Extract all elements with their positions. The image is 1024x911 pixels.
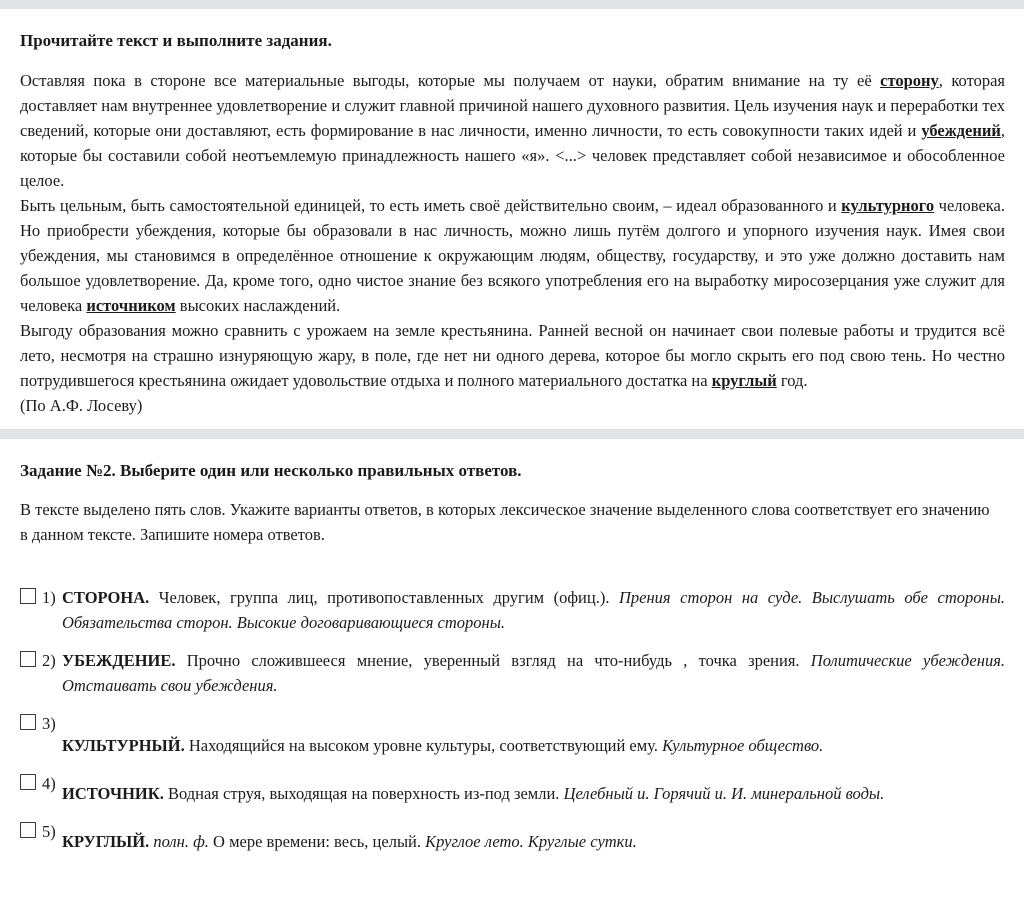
top-band bbox=[0, 0, 1024, 9]
option-selector bbox=[20, 771, 62, 806]
passage-paragraph: Быть цельным, быть самостоятельной единицей, то есть иметь своё действительно своим, – идеал образованного и культурного человека. Но приобрести убеждения, которые бы образовали в нас личность, можно лишь путём долгого и упорного изучения наук. Имея свои убеждения, мы становимся в определённое отношение к окружающим людям, обществу, государству, и это уже должно доставить нам большое удовлетворение. Да, кроме того, одно чистое знание без всякого употребления его на выработку миросозерцания уже служит для человека источником высоких наслаждений. bbox=[20, 196, 1005, 315]
option-text: СТОРОНА. Человек, группа лиц, противопоставленных другим (офиц.). Прения сторон на суде. Выслушать обе стороны. Обязательства сторон. Высокие договаривающиеся стороны. bbox=[62, 588, 1005, 632]
task-section bbox=[0, 458, 1024, 854]
option-number: 2) bbox=[42, 651, 56, 670]
option-number: 5) bbox=[42, 822, 56, 841]
answer-option bbox=[20, 585, 1005, 635]
reading-passage bbox=[20, 68, 1005, 418]
reading-heading: Прочитайте текст и выполните задания. bbox=[20, 31, 332, 50]
task-instruction-line: в данном тексте. Запишите номера ответов. bbox=[20, 525, 325, 544]
option-text: КРУГЛЫЙ. полн. ф. О мере времени: весь, целый. Круглое лето. Круглые сутки. bbox=[62, 832, 637, 851]
option-text: КУЛЬТУРНЫЙ. Находящийся на высоком уровне культуры, соответствующий ему. Культурное общество. bbox=[62, 736, 824, 755]
option-selector bbox=[20, 711, 62, 758]
option-checkbox[interactable] bbox=[20, 822, 36, 838]
option-checkbox[interactable] bbox=[20, 714, 36, 730]
section-divider bbox=[0, 429, 1024, 439]
passage-attribution: (По А.Ф. Лосеву) bbox=[20, 396, 143, 415]
option-selector bbox=[20, 648, 62, 698]
option-selector bbox=[20, 819, 62, 854]
passage-paragraph: Выгоду образования можно сравнить с урожаем на земле крестьянина. Ранней весной он начинает свои полевые работы и трудится всё лето, несмотря на страшно изнуряющую жару, в поле, где нет ни одного дерева, которое бы могло скрыть его под свою тень. Но честно потрудившегося крестьянина ожидает удовольствие отдыха и полного материального достатка на круглый год. bbox=[20, 321, 1005, 390]
task-heading: Задание №2. Выберите один или несколько правильных ответов. bbox=[20, 461, 522, 480]
reading-section bbox=[0, 28, 1024, 418]
options-list bbox=[20, 585, 1005, 854]
task-instructions bbox=[20, 497, 1005, 547]
option-checkbox[interactable] bbox=[20, 588, 36, 604]
option-number: 3) bbox=[42, 714, 56, 733]
answer-option bbox=[20, 819, 1005, 854]
answer-option bbox=[20, 771, 1005, 806]
task-instruction-line: В тексте выделено пять слов. Укажите варианты ответов, в которых лексическое значение выделенного слова соответствует его значению bbox=[20, 500, 990, 519]
option-checkbox[interactable] bbox=[20, 774, 36, 790]
answer-option bbox=[20, 711, 1005, 758]
option-number: 4) bbox=[42, 774, 56, 793]
option-text: ИСТОЧНИК. Водная струя, выходящая на поверхность из-под земли. Целебный и. Горячий и. И. минеральной воды. bbox=[62, 784, 885, 803]
option-number: 1) bbox=[42, 588, 56, 607]
answer-option bbox=[20, 648, 1005, 698]
option-checkbox[interactable] bbox=[20, 651, 36, 667]
option-selector bbox=[20, 585, 62, 635]
option-text: УБЕЖДЕНИЕ. Прочно сложившееся мнение, уверенный взгляд на что-нибудь , точка зрения. Политические убеждения. Отстаивать свои убеждения. bbox=[62, 651, 1005, 695]
passage-paragraph: Оставляя пока в стороне все материальные выгоды, которые мы получаем от науки, обратим внимание на ту её сторону, которая доставляет нам внутреннее удовлетворение и служит главной причиной нашего духовного развития. Цель изучения наук и переработки тех сведений, которые они доставляют, есть формирование в нас личности, именно личности, то есть совокупности таких идей и убеждений, которые бы составили собой неотъемлемую принадлежность нашего «я». <...> человек представляет собой независимое и обособленное целое. bbox=[20, 71, 1005, 190]
